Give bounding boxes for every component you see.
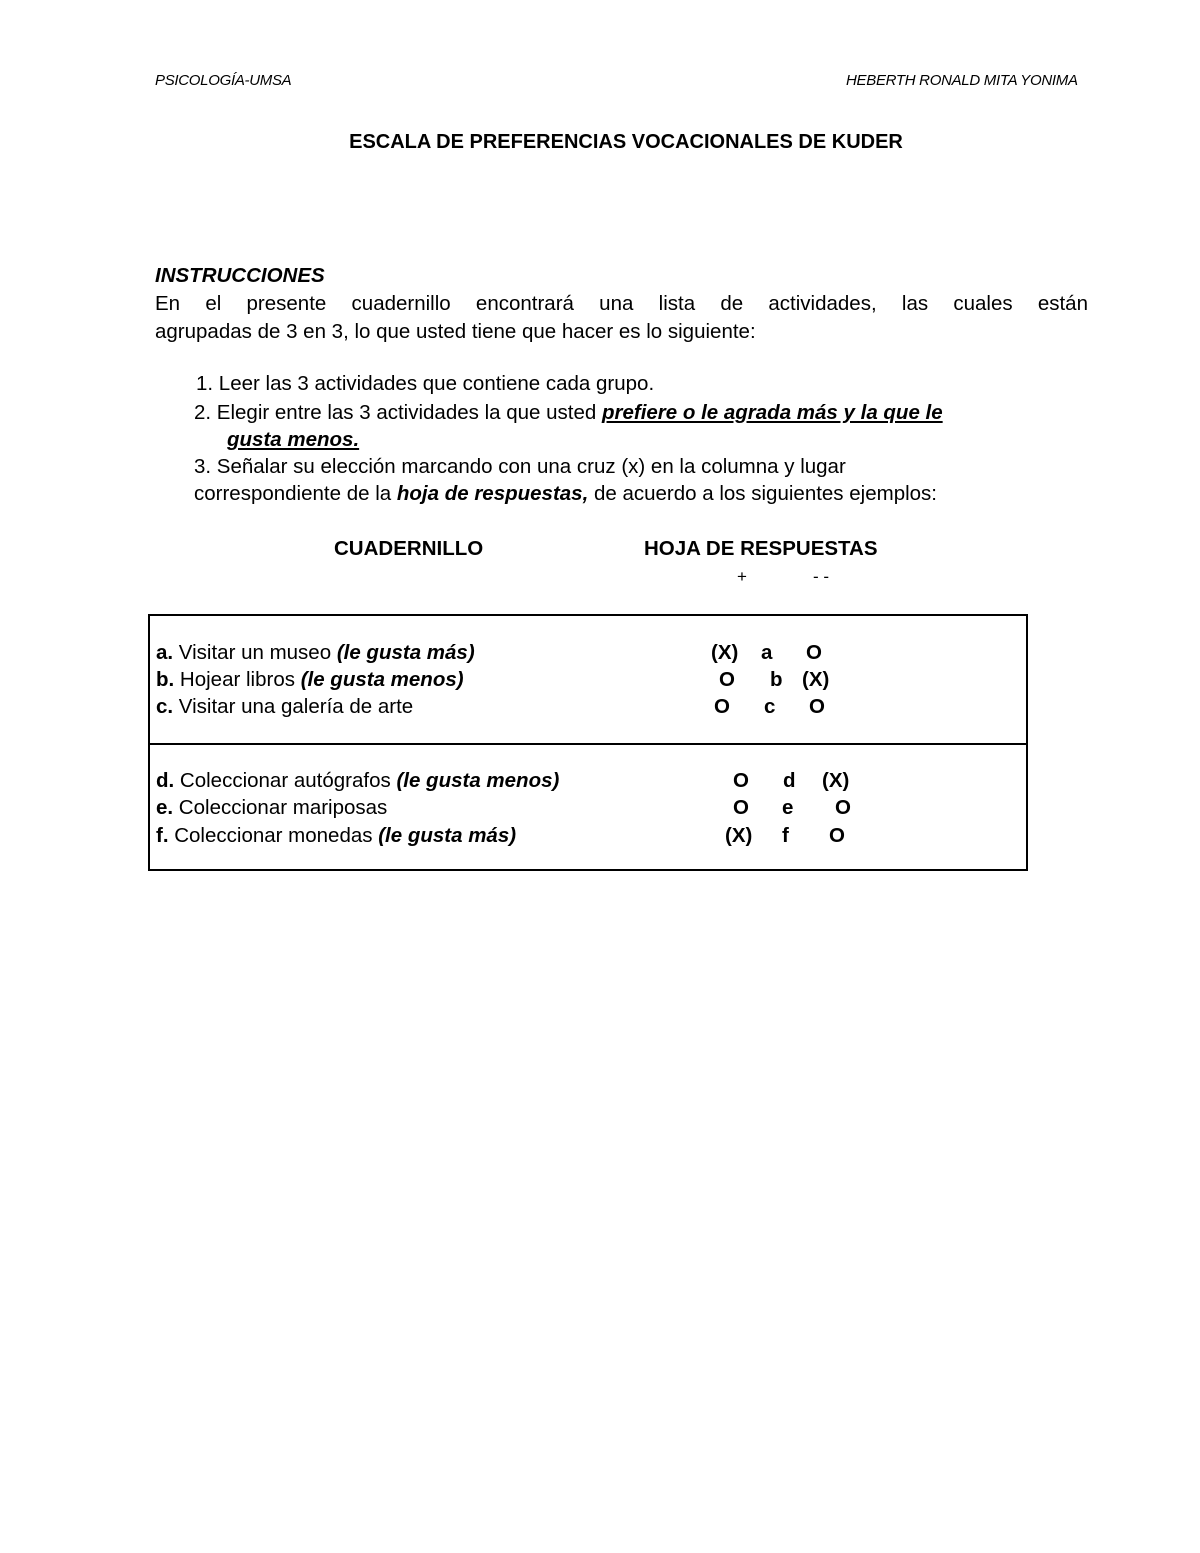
step-3-line1: 3. Señalar su elección marcando con una cruz (x) en la columna y lugar xyxy=(194,455,846,478)
step-2 xyxy=(194,401,1089,425)
example-text: Coleccionar mariposas xyxy=(173,796,388,819)
example-row-b xyxy=(156,668,464,692)
answer-e-right: O xyxy=(835,796,851,819)
column-hoja-respuestas: HOJA DE RESPUESTAS xyxy=(644,537,878,560)
example-text: Hojear libros xyxy=(174,668,301,691)
answer-a-right: O xyxy=(806,641,822,664)
header-right: HEBERTH RONALD MITA YONIMA xyxy=(846,72,1078,89)
answer-d-left: O xyxy=(733,769,749,792)
step-3-prefix: correspondiente de la xyxy=(194,482,397,505)
step-1: 1. Leer las 3 actividades que contiene cada grupo. xyxy=(196,372,655,395)
answer-d-letter: d xyxy=(783,769,796,792)
example-letter: d. xyxy=(156,769,175,792)
example-letter: a. xyxy=(156,641,174,664)
column-cuadernillo: CUADERNILLO xyxy=(334,537,484,560)
answer-b-letter: b xyxy=(770,668,783,691)
answer-e-letter: e xyxy=(782,796,794,819)
answer-a-left: (X) xyxy=(711,641,739,664)
answer-c-left: O xyxy=(714,695,730,718)
example-row-c xyxy=(156,695,413,719)
example-row-d xyxy=(156,769,559,793)
answer-f-right: O xyxy=(829,824,845,847)
example-text: Coleccionar monedas xyxy=(168,824,379,847)
instructions-heading: INSTRUCCIONES xyxy=(155,264,325,287)
example-row-f xyxy=(156,824,516,848)
example-letter: f. xyxy=(156,824,169,847)
header-left: PSICOLOGÍA-UMSA xyxy=(155,72,292,89)
answer-f-left: (X) xyxy=(725,824,753,847)
answer-d-right: (X) xyxy=(822,769,850,792)
step-3-line2 xyxy=(194,482,937,506)
answer-c-letter: c xyxy=(764,695,776,718)
example-note: (le gusta menos) xyxy=(396,769,560,792)
example-text: Visitar una galería de arte xyxy=(173,695,414,718)
example-letter: e. xyxy=(156,796,174,819)
page-title: ESCALA DE PREFERENCIAS VOCACIONALES DE KUDER xyxy=(349,131,903,153)
answer-a-letter: a xyxy=(761,641,773,664)
instructions-intro-line1: En el presente cuadernillo encontrará una lista de actividades, las cuales están xyxy=(155,292,1088,315)
plus-marker: + xyxy=(737,567,747,586)
example-letter: c. xyxy=(156,695,174,718)
example-divider xyxy=(148,743,1028,745)
answer-b-left: O xyxy=(719,668,735,691)
example-letter: b. xyxy=(156,668,175,691)
instructions-intro-line2: agrupadas de 3 en 3, lo que usted tiene que hacer es lo siguiente: xyxy=(155,320,756,343)
example-text: Visitar un museo xyxy=(173,641,337,664)
answer-c-right: O xyxy=(809,695,825,718)
minus-marker: - - xyxy=(813,567,830,586)
step-2-emphasis-line2: gusta menos. xyxy=(227,428,360,451)
step-3-suffix: de acuerdo a los siguientes ejemplos: xyxy=(588,482,937,505)
example-note: (le gusta más) xyxy=(336,641,475,664)
answer-b-right: (X) xyxy=(802,668,830,691)
example-text: Coleccionar autógrafos xyxy=(174,769,397,792)
example-note: (le gusta menos) xyxy=(300,668,464,691)
example-row-a xyxy=(156,641,475,665)
step-3-emphasis: hoja de respuestas, xyxy=(396,482,589,505)
step-2-prefix: 2. Elegir entre las 3 actividades la que usted xyxy=(194,401,602,424)
example-row-e xyxy=(156,796,387,820)
answer-e-left: O xyxy=(733,796,749,819)
answer-f-letter: f xyxy=(782,824,789,847)
example-note: (le gusta más) xyxy=(378,824,517,847)
step-2-emphasis-line1: prefiere o le agrada más y la que le xyxy=(601,401,943,424)
